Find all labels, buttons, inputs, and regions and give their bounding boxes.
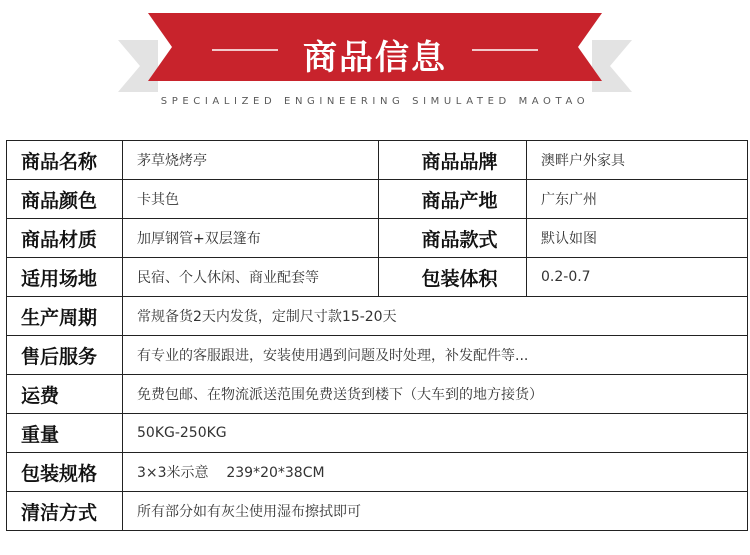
label-style: 商品款式: [379, 219, 527, 258]
label-material: 商品材质: [7, 219, 123, 258]
label-venue: 适用场地: [7, 258, 123, 297]
table-row: [7, 258, 748, 297]
label-package-volume: 包装体积: [379, 258, 527, 297]
table-row: [7, 336, 748, 375]
label-product-name: 商品名称: [7, 141, 123, 180]
label-production-cycle: 生产周期: [7, 297, 123, 336]
banner-title: 商品信息: [303, 38, 447, 78]
table-row: [7, 414, 748, 453]
value-color: 卡其色: [123, 180, 379, 219]
table-row: [7, 141, 748, 180]
banner-subtitle: SPECIALIZED ENGINEERING SIMULATED MAOTAO: [160, 96, 590, 107]
value-after-sales: 有专业的客服跟进，安装使用遇到问题及时处理，补发配件等...: [123, 336, 748, 375]
value-package-spec: 3×3米示意 239*20*38CM: [123, 453, 748, 492]
label-after-sales: 售后服务: [7, 336, 123, 375]
table-row: [7, 180, 748, 219]
value-shipping: 免费包邮、在物流派送范围免费送货到楼下（大车到的地方接货）: [123, 375, 748, 414]
section-banner: [0, 0, 750, 120]
value-weight: 50KG-250KG: [123, 414, 748, 453]
value-style: 默认如图: [527, 219, 748, 258]
label-cleaning: 清洁方式: [7, 492, 123, 531]
table-row: [7, 375, 748, 414]
value-brand: 澳畔户外家具: [527, 141, 748, 180]
label-color: 商品颜色: [7, 180, 123, 219]
product-info-table: [6, 140, 748, 531]
label-brand: 商品品牌: [379, 141, 527, 180]
table-row: [7, 219, 748, 258]
value-venue: 民宿、个人休闲、商业配套等: [123, 258, 379, 297]
label-weight: 重量: [7, 414, 123, 453]
value-origin: 广东广州: [527, 180, 748, 219]
label-package-spec: 包装规格: [7, 453, 123, 492]
label-shipping: 运费: [7, 375, 123, 414]
value-package-volume: 0.2-0.7: [527, 258, 748, 297]
label-origin: 商品产地: [379, 180, 527, 219]
table-row: [7, 453, 748, 492]
value-cleaning: 所有部分如有灰尘使用湿布擦拭即可: [123, 492, 748, 531]
table-row: [7, 492, 748, 531]
value-production-cycle: 常规备货2天内发货，定制尺寸款15-20天: [123, 297, 748, 336]
value-material: 加厚钢管+双层篷布: [123, 219, 379, 258]
value-product-name: 茅草烧烤亭: [123, 141, 379, 180]
table-row: [7, 297, 748, 336]
